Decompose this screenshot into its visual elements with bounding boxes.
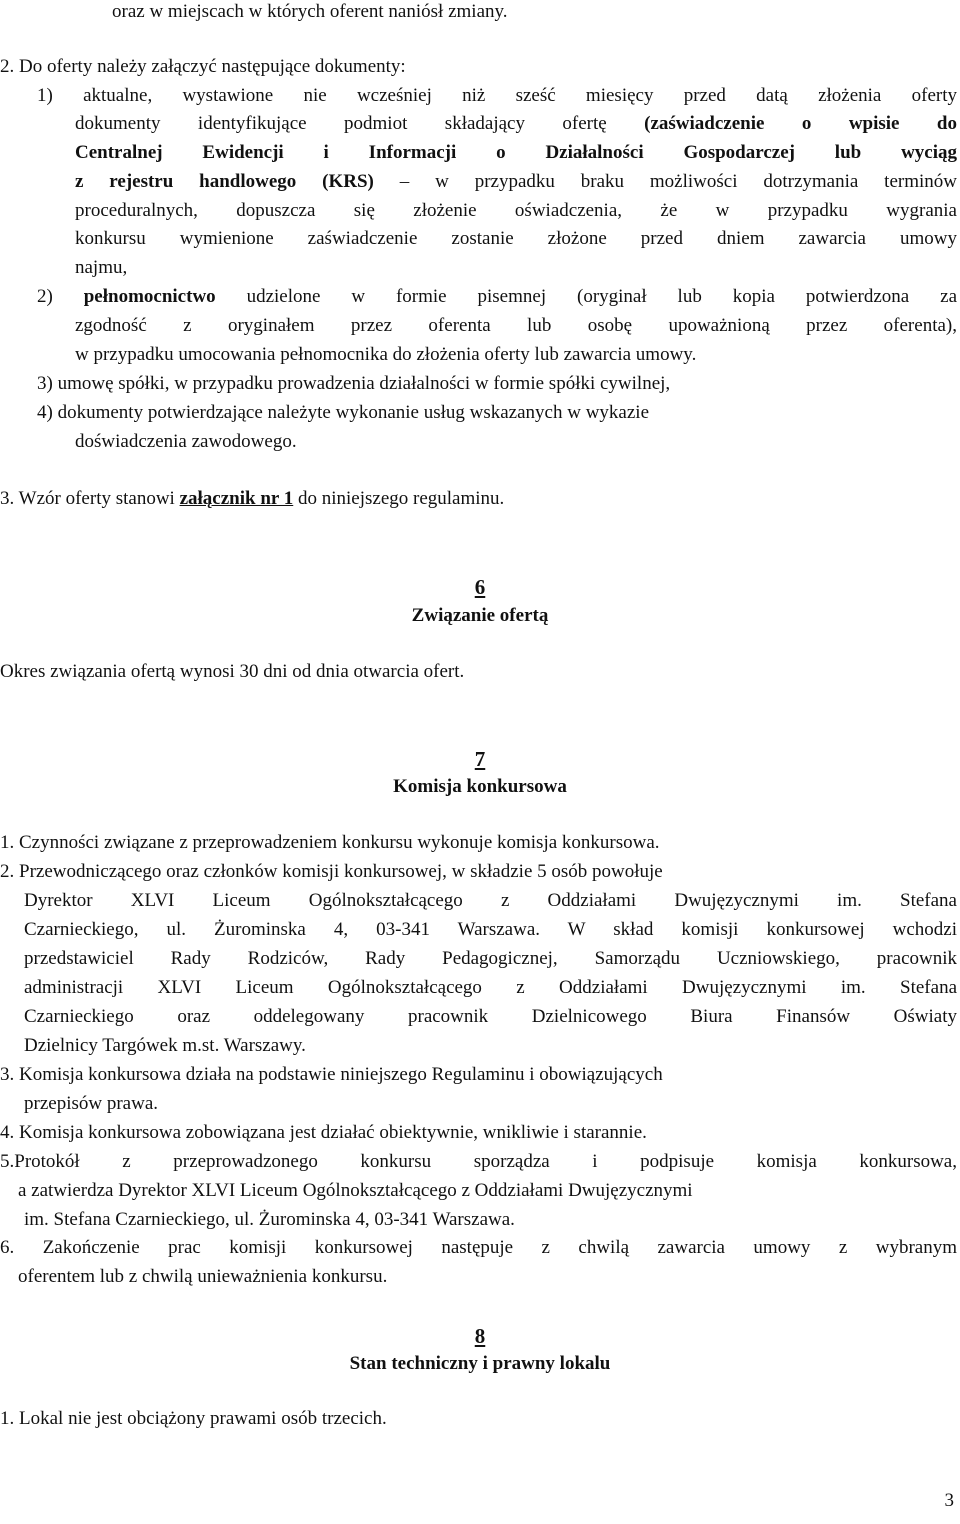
item-1-line-5: proceduralnych, dopuszcza się złożenie oświadczenia, że w przypadku wygrania — [75, 200, 957, 221]
point-3-rest: do niniejszego regulaminu. — [293, 488, 505, 509]
section-7-point-3-line-2: przepisów prawa. — [24, 1093, 159, 1114]
item-4-line-1: 4) dokumenty potwierdzające należyte wykonanie usług wskazanych w wykazie — [37, 402, 649, 423]
section-7-point-4: 4. Komisja konkursowa zobowiązana jest działać obiektywnie, wnikliwie i starannie. — [0, 1122, 647, 1143]
item-1-line-3: Centralnej Ewidencji i Informacji o Działalności Gospodarczej lub wyciąg — [75, 142, 957, 163]
item-1-line-7: najmu, — [75, 257, 128, 278]
item-2-line-1 — [37, 285, 957, 309]
section-7-point-6-line-2: oferentem lub z chwilą unieważnienia konkursu. — [18, 1266, 388, 1287]
section-8-number-text: 8 — [474, 1324, 486, 1348]
section-6-text: Okres związania ofertą wynosi 30 dni od dnia otwarcia ofert. — [0, 661, 465, 682]
item-1-krs-rest: – w przypadku braku możliwości dotrzymania terminów — [373, 171, 957, 192]
section-7-title: Komisja konkursowa — [393, 776, 567, 797]
section-7-point-3-line-1: 3. Komisja konkursowa działa na podstawie niniejszego Regulaminu i obowiązujących — [0, 1064, 663, 1085]
item-2-line-3: w przypadku umocowania pełnomocnika do złożenia oferty lub zawarcia umowy. — [75, 344, 697, 365]
item-2-number: 2) — [37, 286, 84, 307]
item-1-bold-text: (zaświadczenie o wpisie do — [644, 113, 957, 134]
item-1-krs-text: z rejestru handlowego (KRS) — [75, 171, 374, 192]
section-7-point-5-line-3: im. Stefana Czarnieckiego, ul. Żurominska 4, 03-341 Warszawa. — [24, 1209, 515, 1230]
point-3-text: 3. Wzór oferty stanowi — [0, 488, 180, 509]
point-3 — [0, 487, 504, 511]
attachment-reference: załącznik nr 1 — [179, 488, 294, 509]
item-4-line-2: doświadczenia zawodowego. — [75, 431, 297, 452]
section-7-point-1: 1. Czynności związane z przeprowadzeniem konkursu wykonuje komisja konkursowa. — [0, 832, 660, 853]
item-1-line-4 — [75, 170, 957, 194]
section-7-point-2-line-5: administracji XLVI Liceum Ogólnokształcącego z Oddziałami Dwujęzycznymi im. Stefana — [24, 977, 957, 998]
section-7-point-2-line-1: 2. Przewodniczącego oraz członków komisji konkursowej, w składzie 5 osób powołuje — [0, 861, 663, 882]
section-7-point-2-line-6: Czarnieckiego oraz oddelegowany pracownik Dzielnicowego Biura Finansów Oświaty — [24, 1006, 957, 1027]
section-7-point-6-line-1: 6. Zakończenie prac komisji konkursowej następuje z chwilą zawarcia umowy z wybranym — [0, 1237, 957, 1258]
section-6-title: Związanie ofertą — [411, 605, 549, 626]
section-8-number — [0, 1323, 960, 1351]
point-2-intro: 2. Do oferty należy załączyć następujące dokumenty: — [0, 56, 406, 77]
section-7-point-2-line-7: Dzielnicy Targówek m.st. Warszawy. — [24, 1035, 306, 1056]
item-2-line-2: zgodność z oryginałem przez oferenta lub osobę upoważnioną przez oferenta), — [75, 315, 957, 336]
page-number: 3 — [944, 1490, 954, 1511]
section-7-point-5-line-1: 5.Protokół z przeprowadzonego konkursu sporządza i podpisuje komisja konkursowa, — [0, 1151, 957, 1172]
item-1-line-1: 1) aktualne, wystawione nie wcześniej niż sześć miesięcy przed datą złożenia oferty — [37, 85, 957, 106]
section-6-number — [0, 574, 960, 602]
item-1-line-2 — [75, 112, 957, 136]
section-8-title: Stan techniczny i prawny lokalu — [349, 1353, 611, 1374]
section-7-point-5-line-2: a zatwierdza Dyrektor XLVI Liceum Ogólnokształcącego z Oddziałami Dwujęzycznymi — [18, 1180, 693, 1201]
continuation-line: oraz w miejscach w których oferent naniósł zmiany. — [112, 1, 508, 22]
section-7-number — [0, 746, 960, 774]
section-7-point-2-line-3: Czarnieckiego, ul. Żurominska 4, 03-341 Warszawa. W skład komisji konkursowej wchodzi — [24, 919, 957, 940]
section-8-point-1: 1. Lokal nie jest obciążony prawami osób trzecich. — [0, 1408, 387, 1429]
section-6-number-text: 6 — [474, 575, 486, 599]
section-7-point-2-line-2: Dyrektor XLVI Liceum Ogólnokształcącego z Oddziałami Dwujęzycznymi im. Stefana — [24, 890, 957, 911]
section-7-point-2-line-4: przedstawiciel Rady Rodziców, Rady Pedagogicznej, Samorządu Uczniowskiego, pracownik — [24, 948, 957, 969]
item-2-bold-text: pełnomocnictwo — [83, 286, 216, 307]
item-1-text: dokumenty identyfikujące podmiot składający ofertę — [75, 113, 645, 134]
item-2-rest: udzielone w formie pisemnej (oryginał lub kopia potwierdzona za — [215, 286, 957, 307]
item-1-line-6: konkursu wymienione zaświadczenie zostanie złożone przed dniem zawarcia umowy — [75, 228, 957, 249]
section-7-number-text: 7 — [474, 747, 486, 771]
item-3: 3) umowę spółki, w przypadku prowadzenia działalności w formie spółki cywilnej, — [37, 373, 671, 394]
